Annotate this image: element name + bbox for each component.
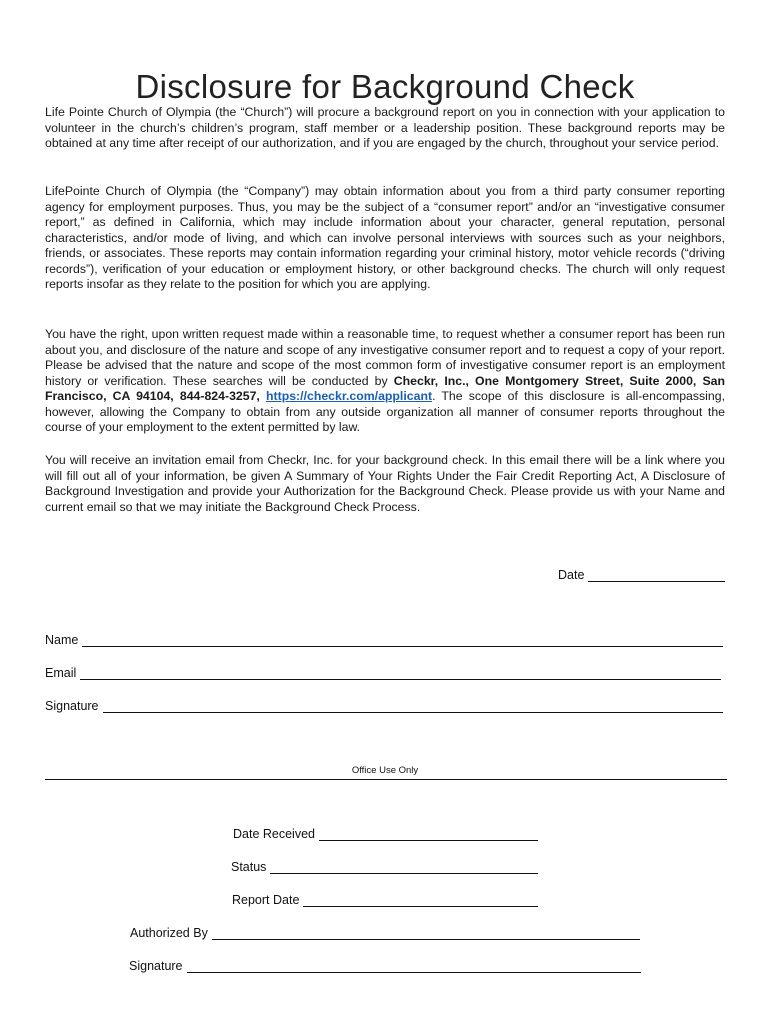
office-signature-label: Signature bbox=[129, 959, 183, 973]
checkr-link[interactable]: https://checkr.com/applicant bbox=[266, 389, 433, 403]
authorized-by-label: Authorized By bbox=[130, 926, 208, 940]
date-field[interactable] bbox=[558, 568, 725, 582]
signature-input-line[interactable] bbox=[103, 699, 723, 713]
name-label: Name bbox=[45, 633, 79, 647]
status-field[interactable] bbox=[231, 860, 538, 874]
email-label: Email bbox=[45, 666, 77, 680]
report-date-label: Report Date bbox=[232, 893, 300, 907]
page-title: Disclosure for Background Check bbox=[135, 68, 635, 106]
authorized-by-input-line[interactable] bbox=[212, 926, 640, 940]
office-divider bbox=[45, 779, 727, 780]
office-signature-field[interactable] bbox=[129, 959, 641, 973]
paragraph-rights bbox=[45, 327, 725, 436]
status-input-line[interactable] bbox=[270, 860, 538, 874]
signature-label: Signature bbox=[45, 699, 99, 713]
date-label: Date bbox=[558, 568, 585, 582]
signature-field[interactable] bbox=[45, 699, 723, 713]
email-field[interactable] bbox=[45, 666, 721, 680]
name-field[interactable] bbox=[45, 633, 723, 647]
date-received-input-line[interactable] bbox=[319, 827, 538, 841]
office-use-only-label: Office Use Only bbox=[351, 765, 419, 776]
email-input-line[interactable] bbox=[80, 666, 721, 680]
rights-text-end: . The scope of this disclosure is all-encompassing, however, allowing the Company to obtain from any outside organization all manner of consumer reports throughout the course of your employment to the extent permitted by law. bbox=[45, 389, 725, 434]
date-input-line[interactable] bbox=[588, 568, 725, 582]
checkr-address: Checkr, Inc., One Montgomery Street, Suite 2000, San Francisco, CA 94104, 844-824-3257, bbox=[45, 373, 725, 403]
office-signature-input-line[interactable] bbox=[187, 959, 641, 973]
report-date-input-line[interactable] bbox=[303, 893, 538, 907]
paragraph-church-procure: Life Pointe Church of Olympia (the “Church”) will procure a background report on you in connection with your application to volunteer in the church’s children’s program, staff member or a leadership position. These background reports may be obtained at any time after receipt of our authorization, and if you are engaged by the church, throughout your service period. bbox=[45, 105, 725, 150]
authorized-by-field[interactable] bbox=[130, 926, 640, 940]
report-date-field[interactable] bbox=[232, 893, 538, 907]
date-received-field[interactable] bbox=[233, 827, 538, 841]
paragraph-invitation-email: You will receive an invitation email from Checkr, Inc. for your background check. In this email there will be a link where you will fill out all of your information, be given A Summary of Your Rights Under the Fair Credit Reporting Act, A Disclosure of Background Investigation and provide your Authorization for the Background Check. Please provide us with your Name and current email so that we may initiate the Background Check Process. bbox=[45, 453, 725, 514]
date-received-label: Date Received bbox=[233, 827, 315, 841]
rights-text-start: You have the right, upon written request made within a reasonable time, to request whether a consumer report has been run about you, and disclosure of the nature and scope of any investigative consumer report and to request a copy of your report. Please be advised that the nature and scope of the most common form of investigative consumer report is an employment history or verification. These searches will be conducted by bbox=[45, 327, 725, 388]
name-input-line[interactable] bbox=[82, 633, 723, 647]
paragraph-consumer-report: LifePointe Church of Olympia (the “Company”) may obtain information about you from a third party consumer reporting agency for employment purposes. Thus, you may be the subject of a “consumer report” and/or an “investigative consumer report,” as defined in California, which may include information about your character, general reputation, personal characteristics, and/or mode of living, and which can involve personal interviews with sources such as your neighbors, friends, or associates. These reports may contain information regarding your criminal history, motor vehicle records (“driving records”), verification of your education or employment history, or other background checks. The church will only request reports insofar as they relate to the position for which you are applying. bbox=[45, 184, 725, 291]
status-label: Status bbox=[231, 860, 267, 874]
